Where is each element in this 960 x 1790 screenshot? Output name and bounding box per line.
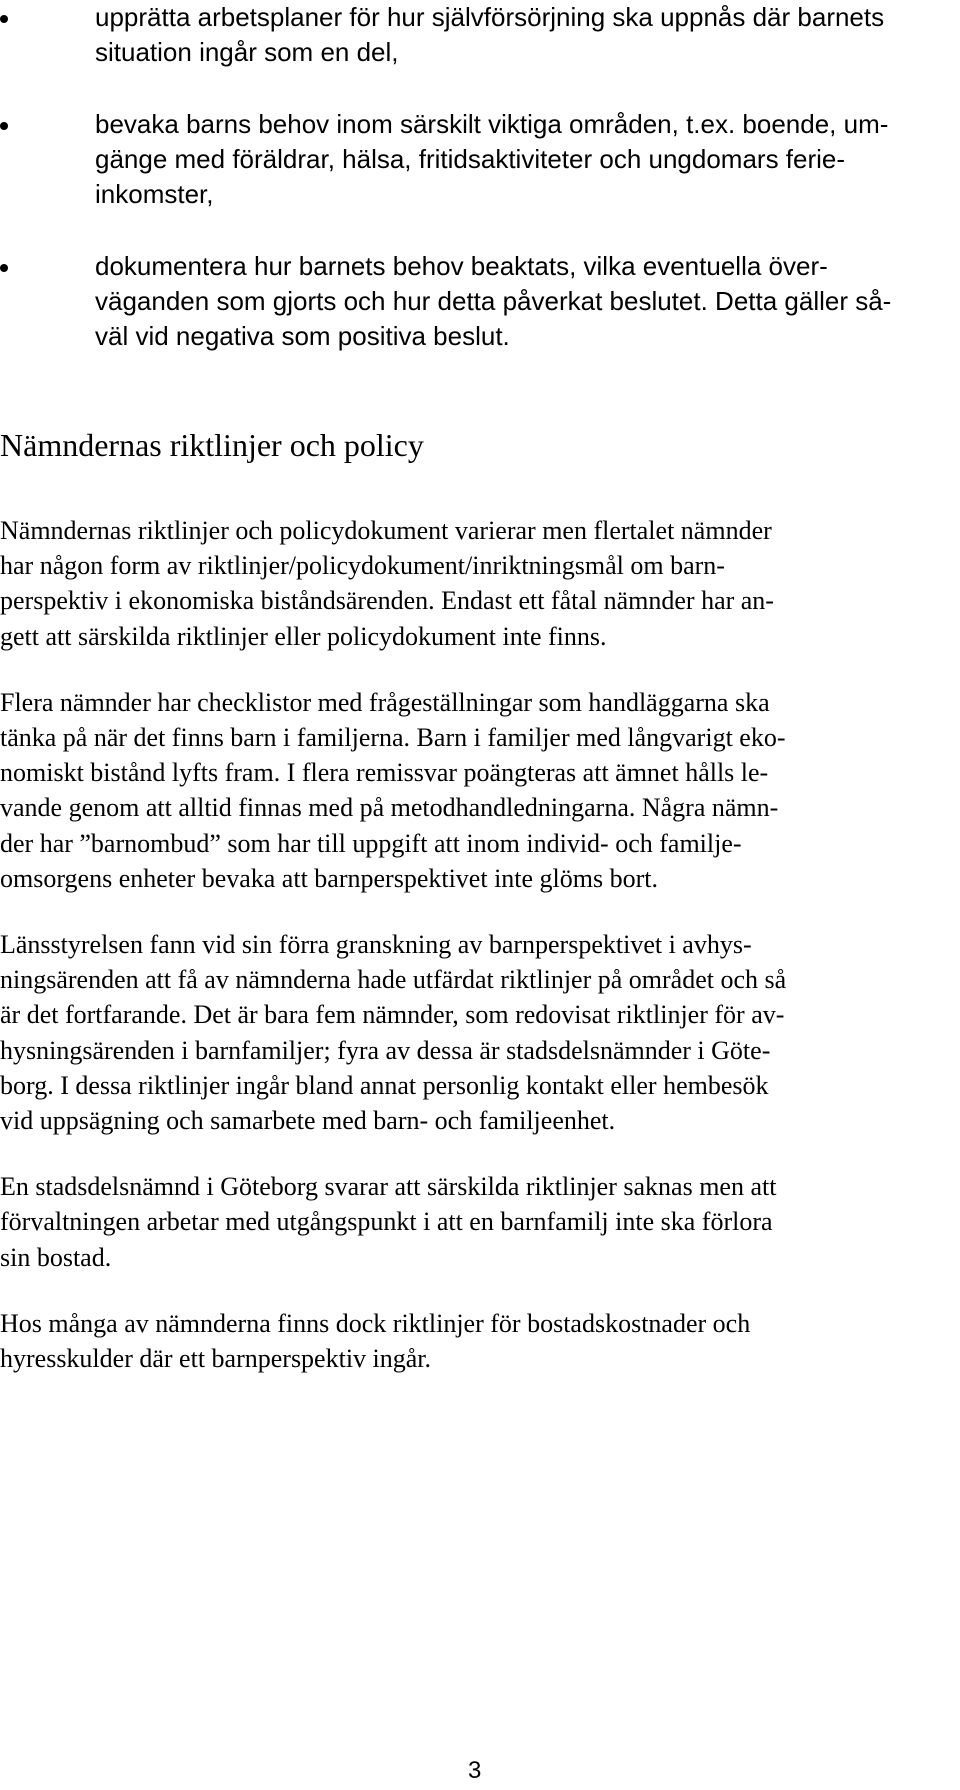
paragraph-2: [0, 685, 930, 896]
bullet-dot-icon: [0, 122, 8, 130]
bullet-dot-icon: [0, 15, 8, 23]
paragraph-line: hysningsärenden i barnfamiljer; fyra av dessa är stadsdelsnämnder i Göte-: [0, 1035, 771, 1065]
bullet-line: väl vid negativa som positiva beslut.: [95, 321, 510, 351]
paragraph-line: Flera nämnder har checklistor med frågeställningar som handläggarna ska: [0, 687, 770, 717]
bullet-item-2: [0, 107, 960, 212]
paragraph-line: tänka på när det finns barn i familjerna. Barn i familjer med långvarigt eko-: [0, 723, 786, 753]
paragraph-line: förvaltningen arbetar med utgångspunkt i att en barnfamilj inte ska förlora: [0, 1207, 773, 1237]
paragraph-5: [0, 1306, 930, 1376]
bullet-line: bevaka barns behov inom särskilt viktiga områden, t.ex. boende, um-: [95, 109, 889, 139]
bullet-item-1: [0, 0, 960, 70]
paragraph-line: vid uppsägning och samarbete med barn- och familjeenhet.: [0, 1106, 616, 1136]
paragraph-line: Länsstyrelsen fann vid sin förra granskning av barnperspektivet i avhys-: [0, 930, 752, 960]
paragraph-line: ningsärenden att få av nämnderna hade utfärdat riktlinjer på området och så: [0, 965, 787, 995]
bullet-list: [0, 0, 960, 354]
paragraph-line: gett att särskilda riktlinjer eller policydokument inte finns.: [0, 621, 607, 651]
paragraph-1: [0, 513, 930, 654]
paragraph-line: nomiskt bistånd lyfts fram. I flera remissvar poängteras att ämnet hålls le-: [0, 758, 769, 788]
paragraph-3: [0, 927, 930, 1138]
paragraph-line: Nämndernas riktlinjer och policydokument varierar men flertalet nämnder: [0, 516, 772, 545]
paragraph-line: borg. I dessa riktlinjer ingår bland annat personlig kontakt eller hembesök: [0, 1070, 769, 1100]
bullet-line: situation ingår som en del,: [95, 37, 399, 67]
bullet-dot-icon: [0, 264, 8, 272]
bullet-line: dokumentera hur barnets behov beaktats, vilka eventuella över-: [95, 251, 828, 281]
paragraph-line: der har ”barnombud” som har till uppgift att inom individ- och familje-: [0, 828, 742, 858]
paragraph-line: vande genom att alltid finnas med på metodhandledningarna. Några nämn-: [0, 793, 779, 823]
paragraph-line: Hos många av nämnderna finns dock riktlinjer för bostadskostnader och: [0, 1308, 751, 1338]
paragraph-line: är det fortfarande. Det är bara fem nämnder, som redovisat riktlinjer för av-: [0, 1000, 785, 1030]
bullet-line: gänge med föräldrar, hälsa, fritidsaktiviteter och ungdomars ferie-: [95, 144, 846, 174]
paragraph-line: sin bostad.: [0, 1242, 112, 1272]
paragraph-4: [0, 1169, 930, 1275]
bullet-item-3: [0, 249, 960, 354]
paragraph-line: har någon form av riktlinjer/policydokument/inriktningsmål om barn-: [0, 551, 725, 581]
page-number: 3: [468, 1757, 482, 1784]
section-heading: Nämndernas riktlinjer och policy: [0, 427, 424, 463]
bullet-line: inkomster,: [95, 179, 214, 209]
body-text: [0, 513, 930, 1407]
paragraph-line: hyresskulder där ett barnperspektiv ingår.: [0, 1344, 432, 1374]
bullet-line: upprätta arbetsplaner för hur självförsörjning ska uppnås där barnets: [95, 2, 885, 32]
paragraph-line: perspektiv i ekonomiska biståndsärenden. Endast ett fåtal nämnder har an-: [0, 586, 774, 616]
paragraph-line: En stadsdelsnämnd i Göteborg svarar att särskilda riktlinjer saknas men att: [0, 1172, 777, 1202]
bullet-line: väganden som gjorts och hur detta påverkat beslutet. Detta gäller så-: [95, 286, 892, 316]
paragraph-line: omsorgens enheter bevaka att barnperspektivet inte glöms bort.: [0, 863, 658, 893]
